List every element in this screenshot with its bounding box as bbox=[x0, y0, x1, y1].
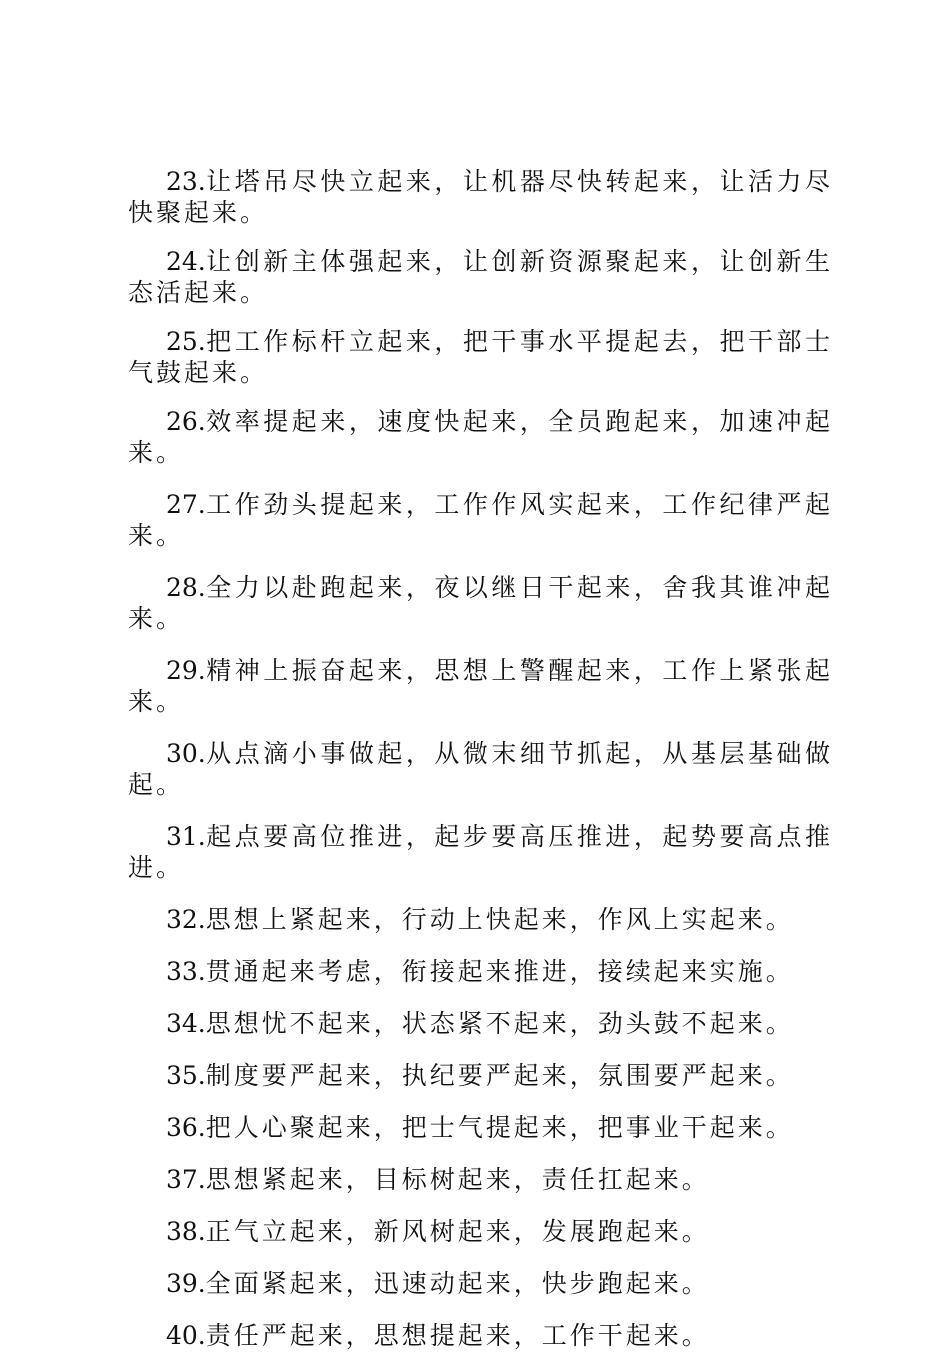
item-text: 让创新主体强起来，让创新资源聚起来，让创新生态活起来。 bbox=[128, 247, 833, 307]
item-text: 让塔吊尽快立起来，让机器尽快转起来，让活力尽快聚起来。 bbox=[128, 167, 833, 227]
list-item bbox=[128, 1060, 833, 1091]
item-number: 36. bbox=[166, 1113, 206, 1142]
item-number: 40. bbox=[166, 1321, 206, 1350]
item-text: 思想忧不起来，状态紧不起来，劲头鼓不起来。 bbox=[205, 1009, 794, 1038]
list-item bbox=[128, 904, 833, 935]
item-number: 25. bbox=[166, 327, 206, 356]
item-text: 制度要严起来，执纪要严起来，氛围要严起来。 bbox=[205, 1061, 794, 1090]
slogan-list bbox=[128, 166, 833, 1372]
list-item bbox=[128, 166, 833, 228]
item-text: 精神上振奋起来，思想上警醒起来，工作上紧张起来。 bbox=[128, 656, 833, 716]
item-number: 38. bbox=[166, 1217, 206, 1246]
item-number: 37. bbox=[166, 1165, 206, 1194]
item-number: 27. bbox=[166, 490, 206, 519]
list-item bbox=[128, 406, 833, 468]
item-number: 29. bbox=[166, 656, 206, 685]
list-item bbox=[128, 572, 833, 634]
list-item bbox=[128, 738, 833, 800]
item-number: 32. bbox=[166, 905, 206, 934]
item-text: 从点滴小事做起，从微末细节抓起，从基层基础做起。 bbox=[128, 739, 833, 799]
list-item bbox=[128, 1320, 833, 1351]
item-text: 贯通起来考虑，衔接起来推进，接续起来实施。 bbox=[205, 957, 794, 986]
item-number: 26. bbox=[166, 407, 206, 436]
item-text: 起点要高位推进，起步要高压推进，起势要高点推进。 bbox=[128, 822, 833, 882]
list-item bbox=[128, 1268, 833, 1299]
item-text: 效率提起来，速度快起来，全员跑起来，加速冲起来。 bbox=[128, 407, 833, 467]
list-item bbox=[128, 1216, 833, 1247]
list-item bbox=[128, 326, 833, 388]
list-item bbox=[128, 489, 833, 551]
list-item bbox=[128, 246, 833, 308]
item-number: 39. bbox=[166, 1269, 206, 1298]
item-text: 责任严起来，思想提起来，工作干起来。 bbox=[205, 1321, 710, 1350]
item-number: 23. bbox=[166, 167, 206, 196]
list-item bbox=[128, 821, 833, 883]
list-item bbox=[128, 655, 833, 717]
item-number: 30. bbox=[166, 739, 206, 768]
item-text: 全力以赴跑起来，夜以继日干起来，舍我其谁冲起来。 bbox=[128, 573, 833, 633]
list-item bbox=[128, 1112, 833, 1143]
item-text: 思想上紧起来，行动上快起来，作风上实起来。 bbox=[205, 905, 794, 934]
item-number: 28. bbox=[166, 573, 206, 602]
item-number: 34. bbox=[166, 1009, 206, 1038]
item-number: 24. bbox=[166, 247, 206, 276]
item-text: 工作劲头提起来，工作作风实起来，工作纪律严起来。 bbox=[128, 490, 833, 550]
list-item bbox=[128, 1008, 833, 1039]
item-text: 把工作标杆立起来，把干事水平提起去，把干部士气鼓起来。 bbox=[128, 327, 833, 387]
item-text: 正气立起来，新风树起来，发展跑起来。 bbox=[205, 1217, 710, 1246]
item-text: 把人心聚起来，把士气提起来，把事业干起来。 bbox=[205, 1113, 794, 1142]
item-number: 33. bbox=[166, 957, 206, 986]
list-item bbox=[128, 956, 833, 987]
item-number: 31. bbox=[166, 822, 206, 851]
item-text: 全面紧起来，迅速动起来，快步跑起来。 bbox=[205, 1269, 710, 1298]
list-item bbox=[128, 1164, 833, 1195]
item-text: 思想紧起来，目标树起来，责任扛起来。 bbox=[205, 1165, 710, 1194]
item-number: 35. bbox=[166, 1061, 206, 1090]
